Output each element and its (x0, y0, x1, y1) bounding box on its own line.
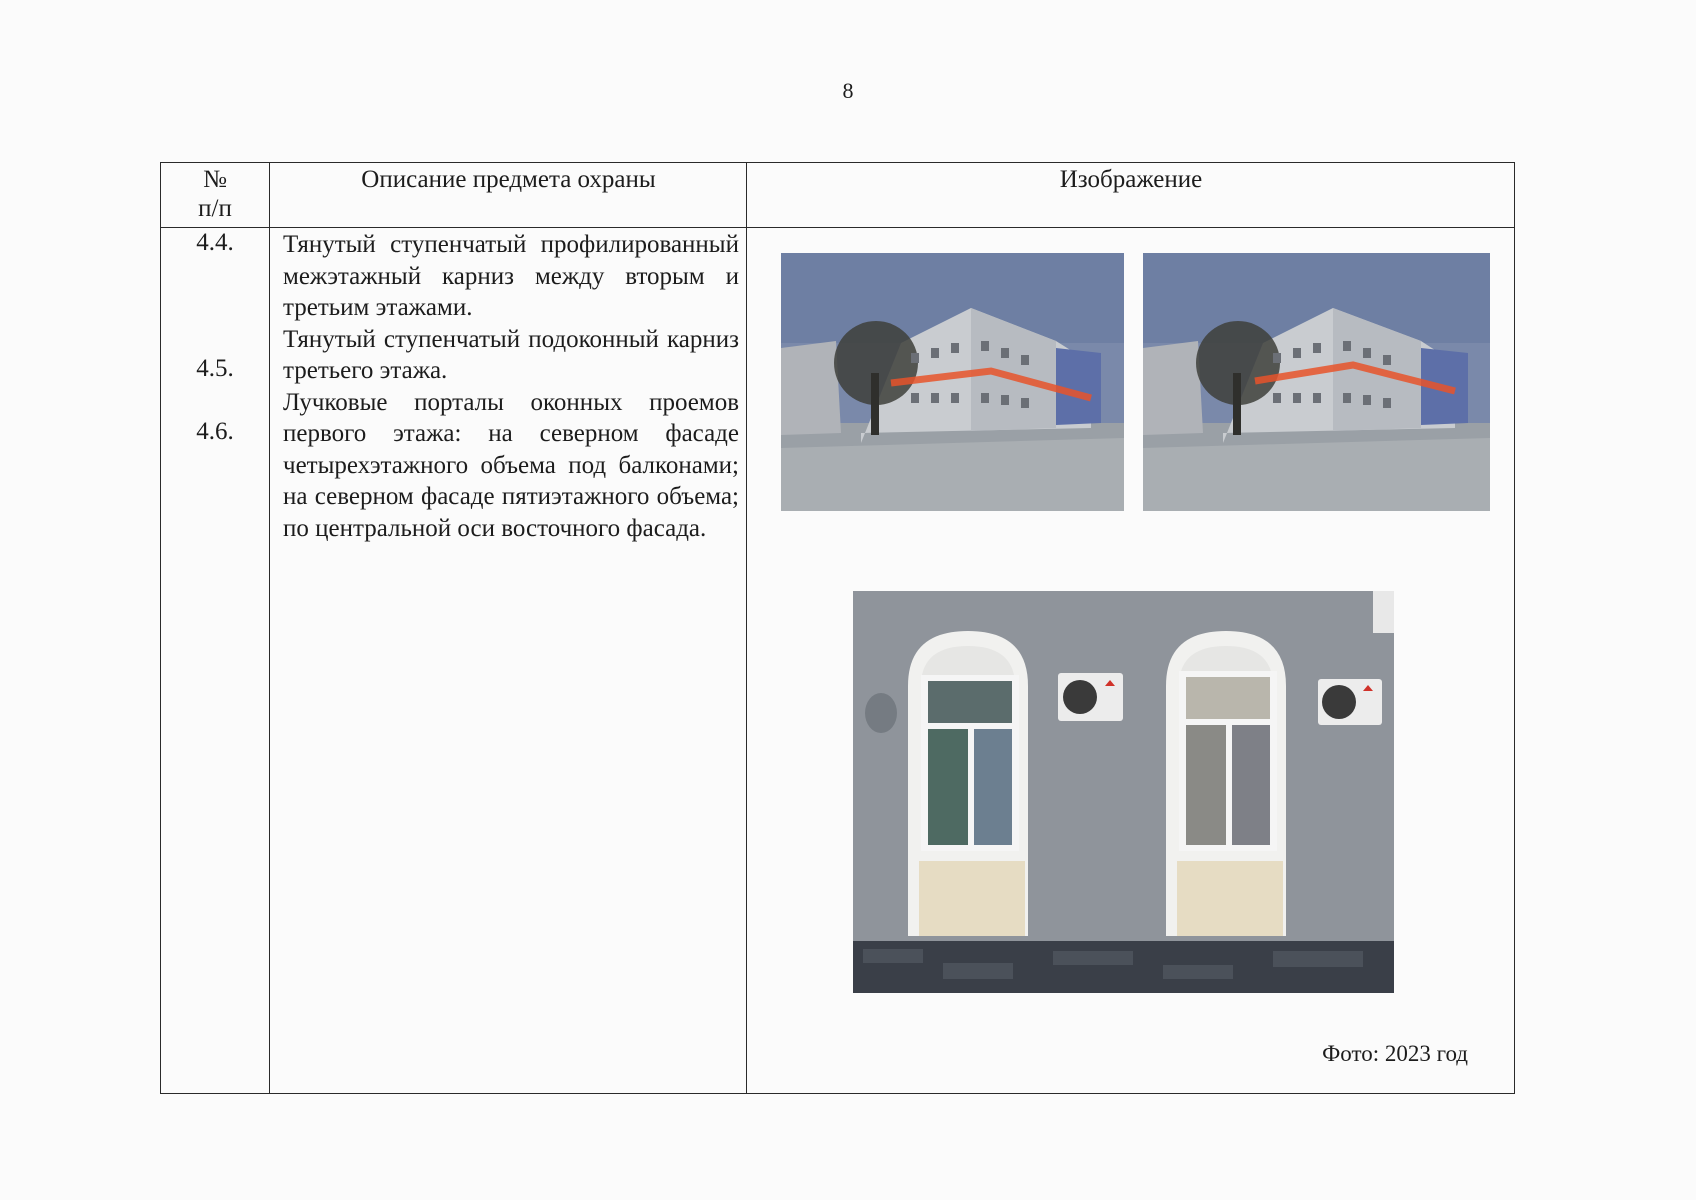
windows-photo-graphic (853, 591, 1394, 993)
building-photo-2 (1143, 253, 1490, 511)
photo-caption: Фото: 2023 год (1322, 1041, 1468, 1066)
row-description: Тянутый ступенчатый профилированный межэтажный карниз между вторым и третьим этажами. (283, 231, 739, 321)
row-number: 4.4. (196, 229, 234, 256)
building-photo-1-graphic (781, 253, 1124, 511)
descriptions (283, 229, 739, 544)
header-num-abbr: п/п (198, 195, 232, 222)
building-photo-2-graphic (1143, 253, 1490, 511)
row-description: Тянутый ступенчатый подоконный карниз третьего этажа. (283, 325, 739, 384)
header-image: Изображение (1059, 166, 1203, 193)
protection-subject-table (160, 162, 1515, 1094)
column-divider (269, 163, 270, 1093)
header-description: Описание предмета охраны (361, 166, 656, 193)
building-photo-1 (781, 253, 1124, 511)
column-divider (746, 163, 747, 1093)
page-number: 8 (842, 78, 854, 103)
row-number: 4.6. (196, 418, 234, 445)
row-description: Лучковые порталы оконных проемов первого этажа: на северном фасаде четырехэтажного объема под балконами; на северном фасаде пятиэтажного объема; по центральной оси восточного фасада. (283, 388, 739, 542)
header-num-sign: № (203, 166, 227, 193)
row-number: 4.5. (196, 355, 234, 382)
windows-photo (853, 591, 1394, 993)
header-num-cell (161, 163, 269, 229)
